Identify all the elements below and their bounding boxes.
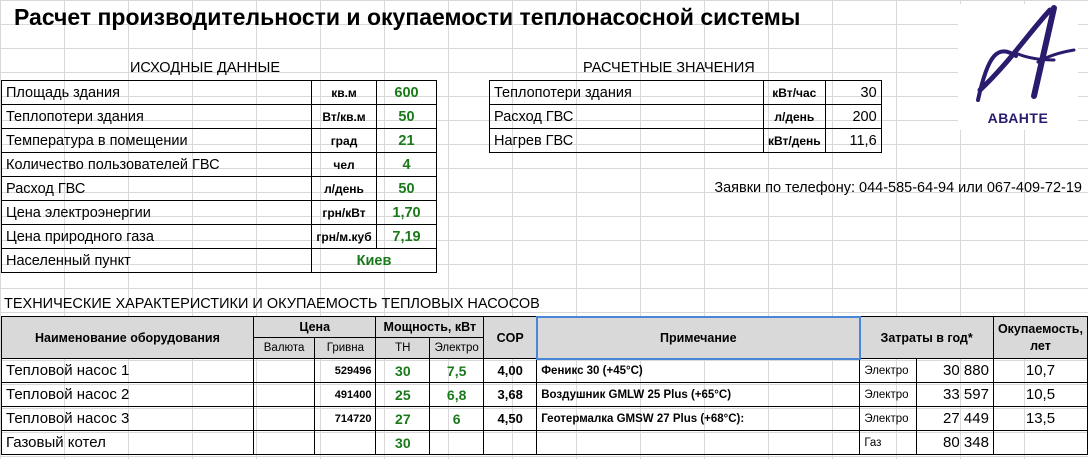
col-tn-header: ТН bbox=[376, 338, 430, 359]
payback-years bbox=[993, 431, 1087, 455]
power-electro[interactable]: 6,8 bbox=[430, 383, 484, 407]
equipment-note[interactable]: Феникс 30 (+45°С) bbox=[537, 359, 860, 383]
annual-cost: 30 880 bbox=[917, 359, 994, 383]
equipment-name: Газовый котел bbox=[2, 431, 254, 455]
equipment-name: Тепловой насос 1 bbox=[2, 359, 254, 383]
calc-unit: л/день bbox=[764, 105, 826, 129]
input-value[interactable]: Киев bbox=[312, 249, 437, 273]
power-tn[interactable]: 30 bbox=[376, 431, 430, 455]
logo-mark-icon bbox=[958, 4, 1078, 114]
input-label: Цена электроэнергии bbox=[2, 201, 312, 225]
energy-source: Электро bbox=[860, 359, 917, 383]
energy-source: Газ bbox=[860, 431, 917, 455]
power-electro[interactable]: 6 bbox=[430, 407, 484, 431]
cop-value[interactable]: 4,50 bbox=[484, 407, 537, 431]
page-title: Расчет производительности и окупаемости теплонасосной системы bbox=[14, 4, 801, 30]
price-currency[interactable] bbox=[253, 383, 314, 407]
input-heading: ИСХОДНЫЕ ДАННЫЕ bbox=[130, 60, 280, 76]
price-currency[interactable] bbox=[253, 431, 314, 455]
company-logo bbox=[958, 4, 1078, 130]
input-value[interactable]: 1,70 bbox=[377, 201, 437, 225]
table-row bbox=[2, 359, 1088, 383]
input-row bbox=[2, 105, 437, 129]
input-row bbox=[2, 201, 437, 225]
price-uah[interactable]: 714720 bbox=[315, 407, 376, 431]
col-cost-header: Затраты в год* bbox=[860, 317, 994, 359]
input-value[interactable]: 7,19 bbox=[377, 225, 437, 249]
annual-cost: 33 597 bbox=[917, 383, 994, 407]
input-value[interactable]: 21 bbox=[377, 129, 437, 153]
calc-label: Нагрев ГВС bbox=[490, 129, 764, 153]
price-uah[interactable]: 491400 bbox=[315, 383, 376, 407]
price-currency[interactable] bbox=[253, 359, 314, 383]
input-table bbox=[1, 80, 437, 273]
energy-source: Электро bbox=[860, 383, 917, 407]
input-row bbox=[2, 153, 437, 177]
table-row bbox=[2, 407, 1088, 431]
annual-cost: 27 449 bbox=[917, 407, 994, 431]
input-unit: Вт/кв.м bbox=[312, 105, 377, 129]
table-row bbox=[2, 431, 1088, 455]
phone-contact: Заявки по телефону: 044-585-64-94 или 067-409-72-19 bbox=[714, 180, 1082, 196]
col-payback-header: Окупаемость, лет bbox=[993, 317, 1087, 359]
col-note-header[interactable]: Примечание bbox=[537, 317, 860, 359]
input-value[interactable]: 50 bbox=[377, 105, 437, 129]
calc-row bbox=[490, 105, 882, 129]
input-label: Цена природного газа bbox=[2, 225, 312, 249]
logo-text: АВАНТЕ bbox=[987, 110, 1049, 126]
calc-row bbox=[490, 81, 882, 105]
col-power-header: Мощность, кВт bbox=[376, 317, 484, 338]
calc-value: 200 bbox=[825, 105, 881, 129]
equipment-note[interactable]: Воздушник GMLW 25 Plus (+65°С) bbox=[537, 383, 860, 407]
power-electro[interactable] bbox=[430, 431, 484, 455]
calc-value: 30 bbox=[825, 81, 881, 105]
cop-value[interactable]: 3,68 bbox=[484, 383, 537, 407]
input-label: Количество пользователей ГВС bbox=[2, 153, 312, 177]
tech-table bbox=[1, 316, 1088, 455]
col-currency-header: Валюта bbox=[253, 338, 314, 359]
price-uah[interactable]: 529496 bbox=[315, 359, 376, 383]
tech-heading: ТЕХНИЧЕСКИЕ ХАРАКТЕРИСТИКИ И ОКУПАЕМОСТЬ ТЕПЛОВЫХ НАСОСОВ bbox=[4, 296, 540, 312]
input-label: Теплопотери здания bbox=[2, 105, 312, 129]
calc-heading: РАСЧЕТНЫЕ ЗНАЧЕНИЯ bbox=[583, 60, 755, 76]
input-unit: л/день bbox=[312, 177, 377, 201]
annual-cost: 80 348 bbox=[917, 431, 994, 455]
input-value[interactable]: 4 bbox=[377, 153, 437, 177]
table-row bbox=[2, 383, 1088, 407]
calc-row bbox=[490, 129, 882, 153]
equipment-name: Тепловой насос 3 bbox=[2, 407, 254, 431]
input-row bbox=[2, 177, 437, 201]
calc-label: Расход ГВС bbox=[490, 105, 764, 129]
input-unit: град bbox=[312, 129, 377, 153]
input-unit: грн/м.куб bbox=[312, 225, 377, 249]
energy-source: Электро bbox=[860, 407, 917, 431]
input-label: Температура в помещении bbox=[2, 129, 312, 153]
price-currency[interactable] bbox=[253, 407, 314, 431]
input-unit: кв.м bbox=[312, 81, 377, 105]
calc-unit: кВт/день bbox=[764, 129, 826, 153]
col-electro-header: Электро bbox=[430, 338, 484, 359]
equipment-note[interactable] bbox=[537, 431, 860, 455]
power-tn[interactable]: 27 bbox=[376, 407, 430, 431]
input-value[interactable]: 600 bbox=[377, 81, 437, 105]
price-uah[interactable] bbox=[315, 431, 376, 455]
input-label: Расход ГВС bbox=[2, 177, 312, 201]
input-value[interactable]: 50 bbox=[377, 177, 437, 201]
calc-table bbox=[489, 80, 882, 153]
equipment-note[interactable]: Геотермалка GMSW 27 Plus (+68°С): bbox=[537, 407, 860, 431]
col-name-header: Наименование оборудования bbox=[2, 317, 254, 359]
power-tn[interactable]: 30 bbox=[376, 359, 430, 383]
equipment-name: Тепловой насос 2 bbox=[2, 383, 254, 407]
input-unit: чел bbox=[312, 153, 377, 177]
cop-value[interactable] bbox=[484, 431, 537, 455]
col-price-header: Цена bbox=[253, 317, 376, 338]
calc-unit: кВт/час bbox=[764, 81, 826, 105]
payback-years: 10,7 bbox=[993, 359, 1087, 383]
power-tn[interactable]: 25 bbox=[376, 383, 430, 407]
calc-value: 11,6 bbox=[825, 129, 881, 153]
input-row bbox=[2, 225, 437, 249]
input-row bbox=[2, 249, 437, 273]
input-row bbox=[2, 129, 437, 153]
payback-years: 10,5 bbox=[993, 383, 1087, 407]
input-unit: грн/кВт bbox=[312, 201, 377, 225]
calc-label: Теплопотери здания bbox=[490, 81, 764, 105]
input-row bbox=[2, 81, 437, 105]
input-label: Населенный пункт bbox=[2, 249, 312, 273]
power-electro[interactable]: 7,5 bbox=[430, 359, 484, 383]
col-uah-header: Гривна bbox=[315, 338, 376, 359]
input-label: Площадь здания bbox=[2, 81, 312, 105]
payback-years: 13,5 bbox=[993, 407, 1087, 431]
cop-value[interactable]: 4,00 bbox=[484, 359, 537, 383]
col-cop-header: COP bbox=[484, 317, 537, 359]
